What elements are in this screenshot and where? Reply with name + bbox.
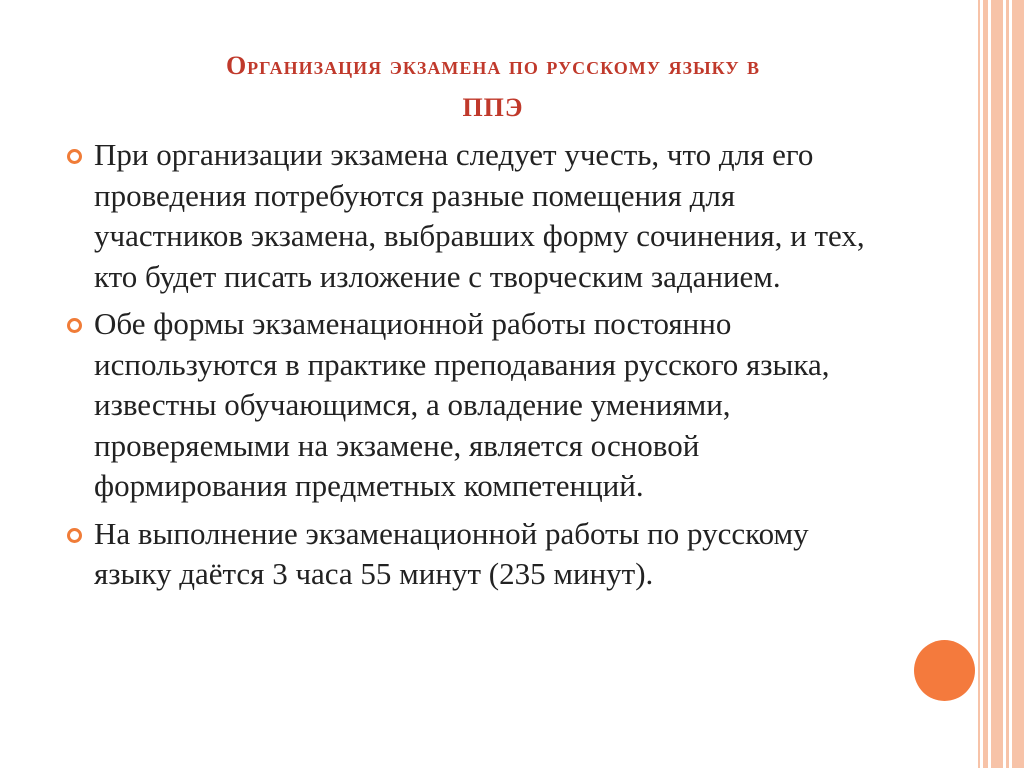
slide-title (78, 45, 908, 129)
bullet-text: На выполнение экзаменационной работы по русскому языку даётся 3 часа 55 минут (235 минут). (94, 515, 809, 591)
bullet-text: При организации экзамена следует учесть, что для его проведения потребуются разные помещения для участников экзамена, выбравших форму сочинения, и тех, кто будет писать изложение с творческим заданием. (94, 137, 865, 294)
bullet-item (62, 514, 882, 595)
right-decorative-stripe (991, 0, 1003, 768)
ring-bullet-icon (67, 149, 82, 164)
bullet-item (62, 135, 882, 297)
ring-bullet-icon (67, 318, 82, 333)
bullet-list (62, 135, 882, 602)
right-decorative-stripe (1006, 0, 1009, 768)
bullet-item (62, 304, 882, 507)
right-decorative-stripe (1012, 0, 1024, 768)
right-decorative-stripe (978, 0, 980, 768)
right-decorative-stripe (983, 0, 988, 768)
slide-title-line-1: Организация экзамена по русскому языку в (225, 51, 761, 81)
orange-circle-decoration (914, 640, 975, 701)
slide-title-line-2: ППЭ (462, 93, 524, 123)
bullet-text: Обе формы экзаменационной работы постоянно используются в практике преподавания русского языка, известны обучающимся, а овладение умениями, проверяемыми на экзамене, является основой формирования предметных компетенций. (94, 306, 830, 503)
ring-bullet-icon (67, 528, 82, 543)
